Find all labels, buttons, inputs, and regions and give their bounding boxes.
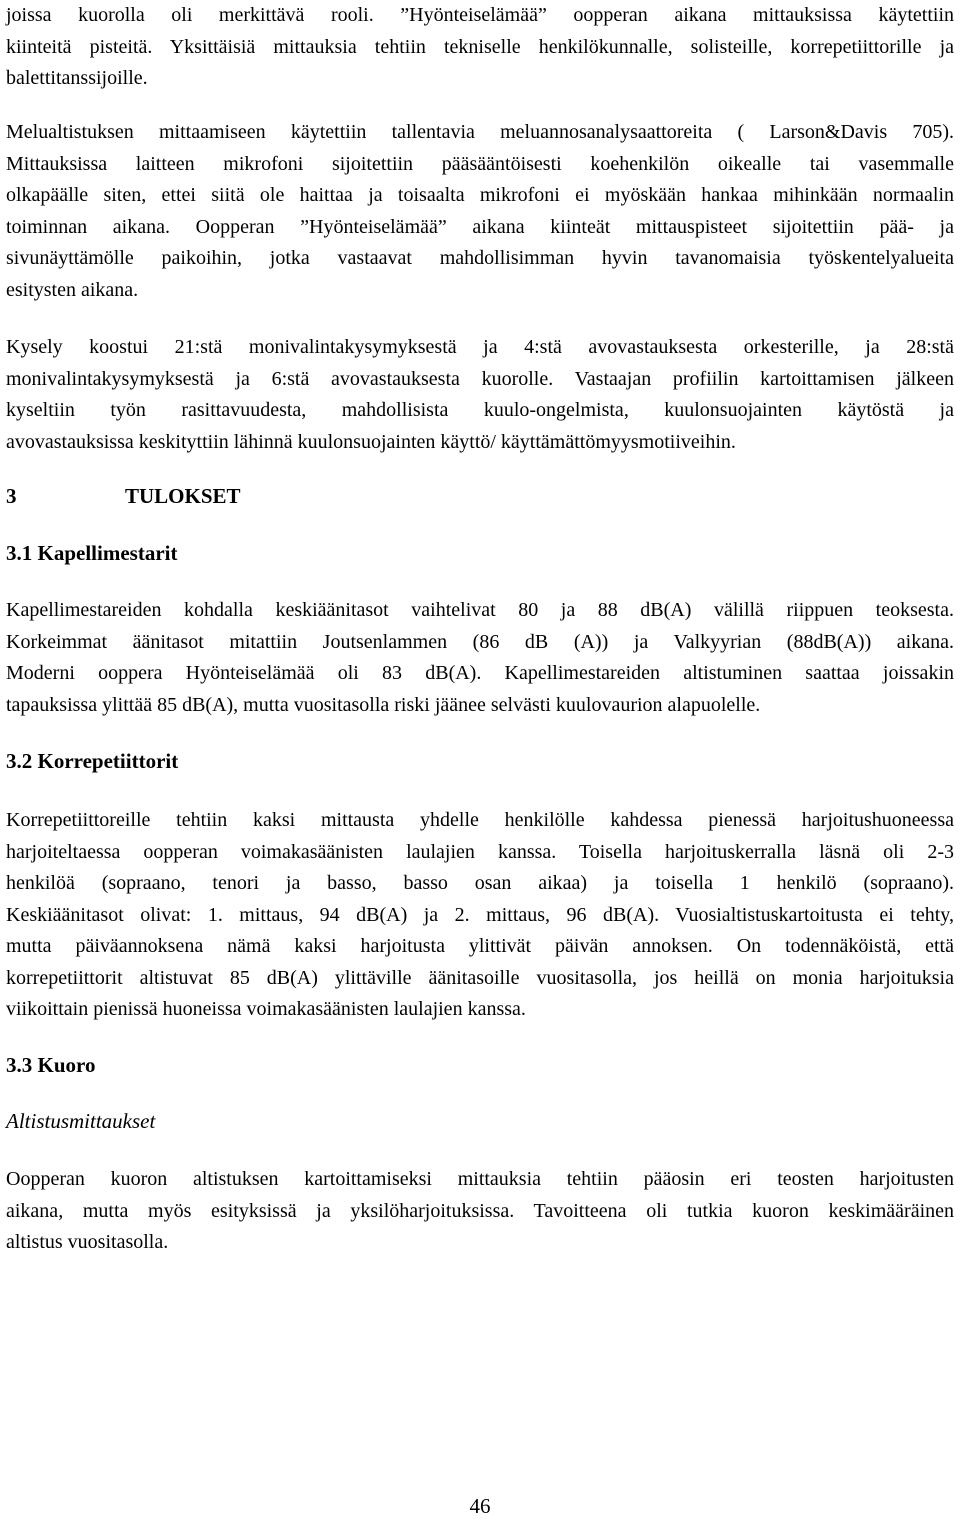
text-line: kyseltiin työn rasittavuudesta, mahdollisista kuulo-ongelmista, kuulonsuojainten käytöstä ja <box>6 399 954 421</box>
text-line: avovastauksissa keskityttiin lähinnä kuulonsuojainten käyttö/ käyttämättömyysmotiiveihin. <box>6 430 736 453</box>
paragraph-choir <box>6 1164 954 1259</box>
text-line: olkapäälle siten, ettei siitä ole haittaa ja toisaalta mikrofoni ei myöskään hankaa mihinkään normaalin <box>6 184 954 206</box>
text-line: henkilöä (sopraano, tenori ja basso, basso osan aikaa) ja toisella 1 henkilö (sopraano). <box>6 872 954 894</box>
paragraph <box>6 1164 954 1259</box>
subsubsection-heading-altistusmittaukset: Altistusmittaukset <box>6 1109 156 1133</box>
text-line: Keskiäänitasot olivat: 1. mittaus, 94 dB(A) ja 2. mittaus, 96 dB(A). Vuosialtistuskartoitusta ei tehty, <box>6 903 954 926</box>
paragraph-measurement-method <box>6 117 954 306</box>
text-line: harjoiteltaessa oopperan voimakasäänisten laulajien kanssa. Toisella harjoituskerralla läsnä oli 2-3 <box>6 840 954 863</box>
text-line: Moderni ooppera Hyönteiselämää oli 83 dB(A). Kapellimestareiden altistuminen saattaa joissakin <box>6 662 954 684</box>
text-line: Oopperan kuoron altistuksen kartoittamiseksi mittauksia tehtiin pääosin eri teosten harjoitusten <box>6 1168 954 1190</box>
paragraph <box>6 595 954 721</box>
text-line: Korrepetiittoreille tehtiin kaksi mittausta yhdelle henkilölle kahdessa pienessä harjoitushuoneessa <box>6 809 954 831</box>
section-number: 3 <box>6 484 17 508</box>
text-line: viikoittain pienissä huoneissa voimakasäänisten laulajien kanssa. <box>6 998 526 1020</box>
paragraph-conductors <box>6 595 954 721</box>
text-line: Korkeimmat äänitasot mitattiin Joutsenlammen (86 dB (A)) ja Valkyyrian (88dB(A)) aikana. <box>6 630 954 653</box>
text-line: tapauksissa ylittää 85 dB(A), mutta vuositasolla riski jäänee selvästi kuulovaurion alapuolelle. <box>6 693 761 716</box>
text-line: monivalintakysymyksestä ja 6:stä avovastauksesta kuorolle. Vastaajan profiilin kartoittamisen jälkeen <box>6 367 954 390</box>
paragraph <box>6 0 954 95</box>
section-title: TULOKSET <box>125 484 241 508</box>
text-line: toiminnan aikana. Oopperan ”Hyönteiselämää” aikana kiinteät mittauspisteet sijoitettiin pää- ja <box>6 215 954 238</box>
subsection-heading-kapellimestarit: 3.1 Kapellimestarit <box>6 541 178 565</box>
text-line: Kysely koostui 21:stä monivalintakysymyksestä ja 4:stä avovastauksesta orkesterille, ja 28:stä <box>6 336 954 358</box>
text-line: Melualtistuksen mittaamiseen käytettiin tallentavia meluannosanalysaattoreita ( Larson&Davis 705). <box>6 121 954 143</box>
paragraph-survey <box>6 332 954 458</box>
text-line: Mittauksissa laitteen mikrofoni sijoitettiin pääsääntöisesti koehenkilön oikealle tai vasemmalle <box>6 152 954 175</box>
text-line: korrepetiittorit altistuvat 85 dB(A) ylittäville äänitasoille vuositasolla, jos heillä on monia harjoituksia <box>6 966 954 989</box>
text-line: esitysten aikana. <box>6 278 139 301</box>
paragraph-intro-continued <box>6 0 954 95</box>
paragraph <box>6 332 954 458</box>
text-line: balettitanssijoille. <box>6 67 148 89</box>
text-line: Kapellimestareiden kohdalla keskiäänitasot vaihtelivat 80 ja 88 dB(A) välillä riippuen teoksesta. <box>6 599 954 621</box>
text-line: altistus vuositasolla. <box>6 1231 169 1253</box>
paragraph-repetiteurs <box>6 805 954 1026</box>
text-line: sivunäyttämölle paikoihin, jotka vastaavat mahdollisimman hyvin tavanomaisia työskentelyalueita <box>6 247 954 269</box>
text-line: joissa kuorolla oli merkittävä rooli. ”Hyönteiselämää” oopperan aikana mittauksissa käytettiin <box>6 4 954 26</box>
text-line: aikana, mutta myös esityksissä ja yksilöharjoituksissa. Tavoitteena oli tutkia kuoron keskimääräinen <box>6 1199 954 1222</box>
subsection-heading-korrepetiittorit: 3.2 Korrepetiittorit <box>6 749 179 773</box>
paragraph <box>6 117 954 306</box>
page-number: 46 <box>469 1494 491 1518</box>
paragraph <box>6 805 954 1026</box>
section-heading <box>6 484 241 509</box>
text-line: mutta päiväannoksena nämä kaksi harjoitusta ylittivät päivän annoksen. On todennäköistä, että <box>6 935 954 957</box>
subsection-heading-kuoro: 3.3 Kuoro <box>6 1053 96 1077</box>
text-line: kiinteitä pisteitä. Yksittäisiä mittauksia tehtiin tekniselle henkilökunnalle, solisteille, korrepetiittorille ja <box>6 35 954 58</box>
